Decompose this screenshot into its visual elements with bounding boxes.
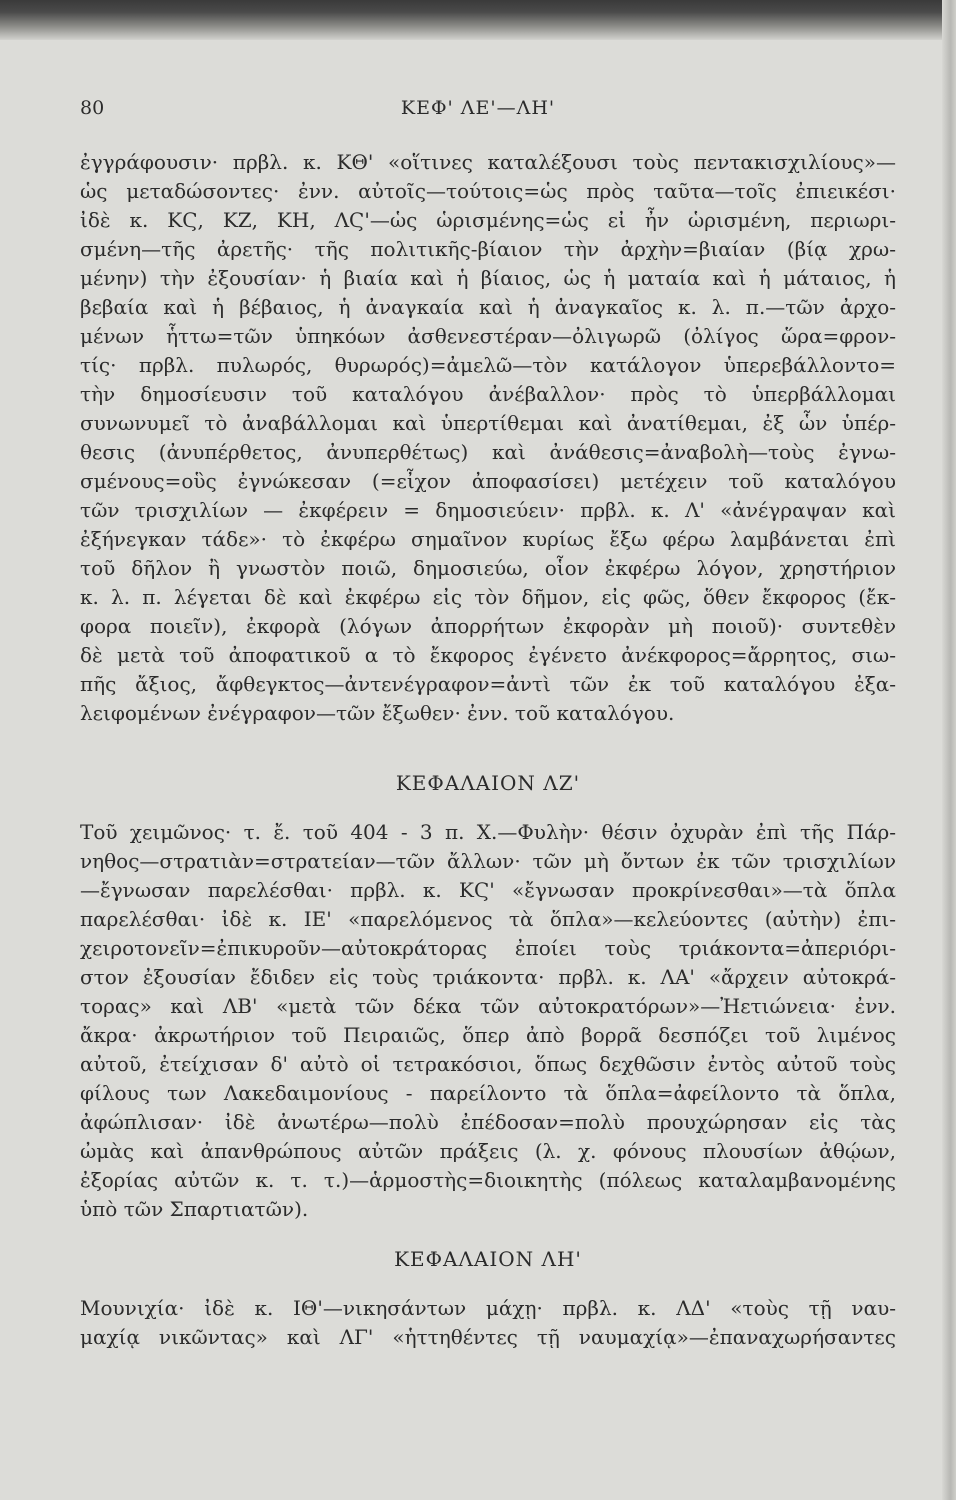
- text-line: κ. λ. π. λέγεται δὲ καὶ ἐκφέρω εἰς τὸν δῆμον, εἰς φῶς, ὅθεν ἔκφορος (ἔκ-: [80, 585, 896, 609]
- text-line: Τοῦ χειμῶνος· τ. ἔ. τοῦ 404 - 3 π. Χ.—Φυλὴν· θέσιν ὀχυρὰν ἐπὶ τῆς Πάρ-: [80, 820, 896, 844]
- text-line: τῶν τρισχιλίων — ἐκφέρειν = δημοσιεύειν· πρβλ. κ. Λ' «ἀνέγραψαν καὶ: [80, 498, 896, 522]
- text-line: αὐτοῦ, ἐτείχισαν δ' αὐτὸ οἱ τετρακόσιοι, ὅπως δεχθῶσιν ἐντὸς αὐτοῦ τοὺς: [80, 1052, 896, 1076]
- text-line: πῆς ἄξιος, ἄφθεγκτος—ἀντενέγραφον=ἀντὶ τῶν ἐκ τοῦ καταλόγου ἐξα-: [80, 672, 896, 696]
- text-line: ἐξορίας αὐτῶν κ. τ. τ.)—ἁρμοστὴς=διοικητὴς (πόλεως καταλαμβανομένης: [80, 1168, 896, 1192]
- text-line: παρελέσθαι· ἰδὲ κ. ΙΕ' «παρελόμενος τὰ ὅπλα»—κελεύοντες (αὐτὴν) ἐπι-: [80, 907, 896, 931]
- text-line: φίλους των Λακεδαιμονίους - παρείλοντο τὰ ὅπλα=ἀφείλοντο τὰ ὅπλα,: [80, 1081, 896, 1105]
- text-line: σμένη—τῆς ἀρετῆς· τῆς πολιτικῆς-βίαιον τὴν ἀρχὴν=βιαίαν (βίᾳ χρω-: [80, 237, 896, 261]
- page-number: 80: [80, 97, 105, 119]
- chapter-37-body: [80, 818, 896, 1224]
- text-line: ἀφώπλισαν· ἰδὲ ἀνωτέρω—πολὺ ἐπέδοσαν=πολὺ προυχώρησαν εἰς τὰς: [80, 1110, 896, 1134]
- text-line: τορας» καὶ ΛΒ' «μετὰ τῶν δέκα τῶν αὐτοκρατόρων»—Ἠετιώνεια· ἐνν.: [80, 994, 896, 1018]
- text-line: ἐξήνεγκαν τάδε»· τὸ ἐκφέρω σημαῖνον κυρίως ἔξω φέρω λαμβάνεται ἐπὶ: [80, 527, 896, 551]
- text-line: συνωνυμεῖ τὸ ἀναβάλλομαι καὶ ὑπερτίθεμαι καὶ ἀνατίθεμαι, ἐξ ὧν ὑπέρ-: [80, 411, 896, 435]
- text-line: μένων ἧττω=τῶν ὑπηκόων ἀσθενεστέραν—ὀλιγωρῶ (ὀλίγος ὥρα=φρον-: [80, 324, 896, 348]
- text-line: Μουνιχία· ἰδὲ κ. ΙΘ'—νικησάντων μάχῃ· πρβλ. κ. ΛΔ' «τοὺς τῇ ναυ-: [80, 1296, 896, 1320]
- scan-top-edge: [0, 0, 956, 40]
- text-line: ὑπὸ τῶν Σπαρτιατῶν).: [80, 1197, 309, 1221]
- text-line: τὴν δημοσίευσιν τοῦ καταλόγου ἀνέβαλλον· πρὸς τὸ ὑπερβάλλομαι: [80, 382, 896, 406]
- text-line: σμένους=οὓς ἐγνώκεσαν (=εἶχον ἀποφασίσει) μετέχειν τοῦ καταλόγου: [80, 469, 896, 493]
- text-line: ὠμὰς καὶ ἀπανθρώπους αὐτῶν πράξεις (λ. χ. φόνους πλουσίων ἀθῴων,: [80, 1139, 896, 1163]
- text-line: χειροτονεῖν=ἐπικυροῦν—αὐτοκράτορας ἐποίει τοὺς τριάκοντα=ἀπεριόρι-: [80, 936, 896, 960]
- text-line: τοῦ δῆλον ἢ γνωστὸν ποιῶ, δημοσιεύω, οἷον ἐκφέρω λόγον, χρηστήριον: [80, 556, 896, 580]
- page-body: [80, 148, 896, 1352]
- chapter-heading-38: ΚΕΦΑΛΑΙΟΝ ΛΗ': [394, 1247, 582, 1271]
- text-line: λειφομένων ἐνέγραφον—τῶν ἔξωθεν· ἐνν. τοῦ καταλόγου.: [80, 701, 675, 725]
- text-line: τίς· πρβλ. πυλωρός, θυρωρός)=ἀμελῶ—τὸν κατάλογον ὑπερεβάλλοντο=: [80, 353, 896, 377]
- text-line: μαχίᾳ νικῶντας» καὶ ΛΓ' «ἡττηθέντες τῇ ναυμαχίᾳ»—ἐπαναχωρήσαντες: [80, 1325, 896, 1349]
- text-line: ἰδὲ κ. ΚϚ, ΚΖ, ΚΗ, ΛϚ'—ὡς ὡρισμένης=ὡς εἰ ἦν ὡρισμένη, περιωρι-: [80, 208, 896, 232]
- text-line: φορα ποιεῖν), ἐκφορὰ (λόγων ἀπορρήτων ἐκφορὰν μὴ ποιοῦ)· συντεθὲν: [80, 614, 896, 638]
- scan-right-edge: [942, 0, 956, 1500]
- text-line: μένην) τὴν ἐξουσίαν· ἡ βιαία καὶ ἡ βίαιος, ὡς ἡ ματαία καὶ ἡ μάταιος, ἡ: [80, 266, 896, 290]
- chapter-heading-37: ΚΕΦΑΛΑΙΟΝ ΛΖ': [395, 771, 581, 795]
- running-head: ΚΕΦ' ΛΕ'—ΛΗ': [400, 97, 556, 119]
- text-line: στον ἐξουσίαν ἔδιδεν εἰς τοὺς τριάκοντα· πρβλ. κ. ΛΑ' «ἄρχειν αὐτοκρά-: [80, 965, 896, 989]
- text-line: ἄκρα· ἀκρωτήριον τοῦ Πειραιῶς, ὅπερ ἀπὸ βορρᾶ δεσπόζει τοῦ λιμένος: [80, 1023, 896, 1047]
- text-line: ὡς μεταδώσοντες· ἐνν. αὐτοῖς—τούτοις=ὡς πρὸς ταῦτα—τοῖς ἐπιεικέσι·: [80, 179, 896, 203]
- text-line: νηθος—στρατιὰν=στρατείαν—τῶν ἄλλων· τῶν μὴ ὄντων ἐκ τῶν τρισχιλίων: [80, 849, 896, 873]
- section-1: [80, 148, 896, 728]
- text-line: ἐγγράφουσιν· πρβλ. κ. ΚΘ' «οἵτινες καταλέξουσι τοὺς πεντακισχιλίους»—: [80, 150, 896, 174]
- text-line: βεβαία καὶ ἡ βέβαιος, ἡ ἀναγκαία καὶ ἡ ἀναγκαῖος κ. λ. π.—τῶν ἀρχο-: [80, 295, 896, 319]
- text-line: —ἔγνωσαν παρελέσθαι· πρβλ. κ. ΚϚ' «ἔγνωσαν προκρίνεσθαι»—τὰ ὅπλα: [80, 878, 896, 902]
- text-line: δὲ μετὰ τοῦ ἀποφατικοῦ α τὸ ἔκφορος ἐγένετο ἀνέκφορος=ἄρρητος, σιω-: [80, 643, 896, 667]
- text-line: θεσις (ἀνυπέρθετος, ἀνυπερθέτως) καὶ ἀνάθεσις=ἀναβολὴ—τοὺς ἐγνω-: [80, 440, 896, 464]
- chapter-38-body: [80, 1294, 896, 1352]
